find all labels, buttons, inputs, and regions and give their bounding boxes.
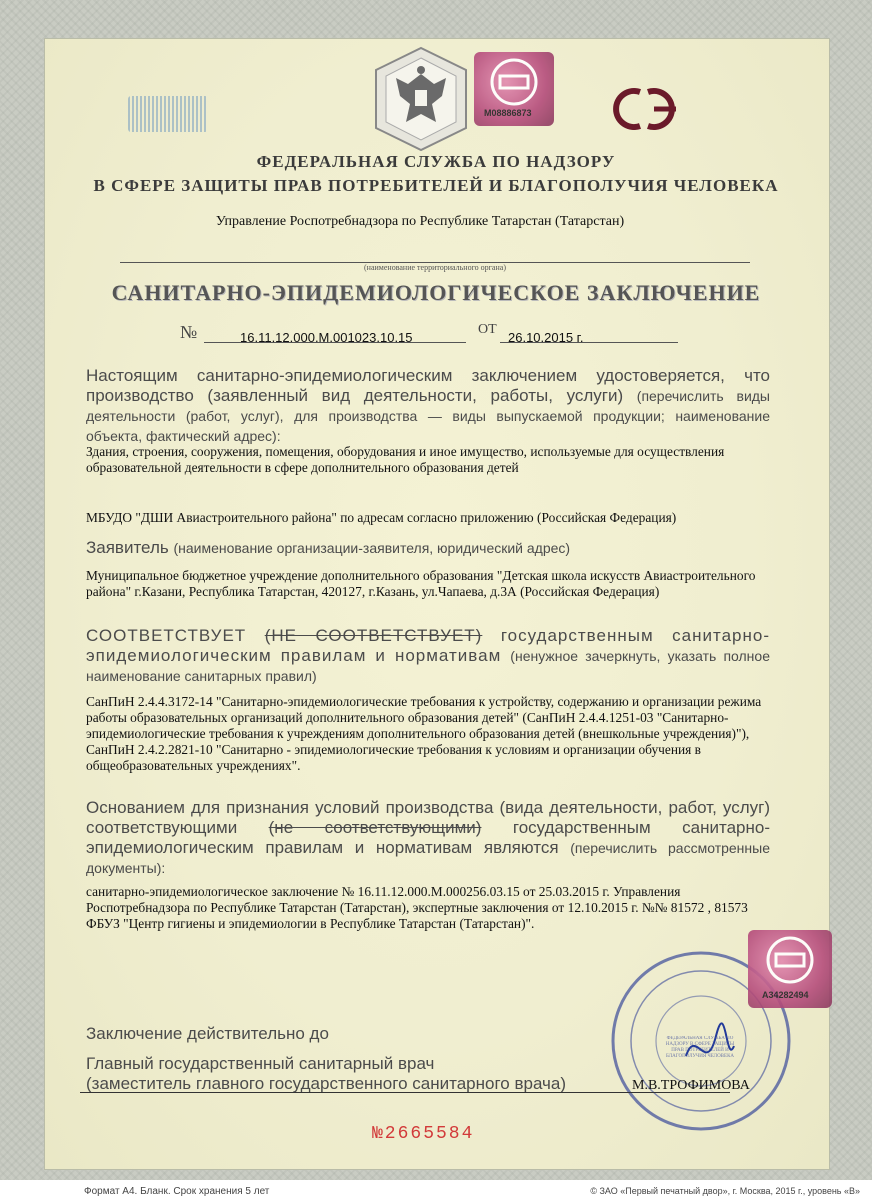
basis-struck: (не соответствующими) (268, 818, 482, 837)
hologram-code-top: М08886873 (484, 108, 532, 118)
hologram-code-bottom: А34282494 (762, 990, 809, 1000)
applicant-hint: (наименование организации-заявителя, юридический адрес) (173, 540, 571, 556)
certifies-hint: (перечислить виды деятельности (работ, услуг), для производства — виды выпускаемой продукции; наименование объекта, фактический адрес): (86, 388, 770, 444)
department-caption: (наименование территориального органа) (364, 263, 506, 272)
footer-left: Формат А4. Бланк. Срок хранения 5 лет (84, 1186, 270, 1197)
basis-lead-2: государственным санитарно-эпидемиологическим правилам и нормативам являются (86, 818, 770, 857)
header-line-2: В СФЕРЕ ЗАЩИТЫ ПРАВ ПОТРЕБИТЕЛЕЙ И БЛАГОПОЛУЧИЯ ЧЕЛОВЕКА (93, 176, 779, 195)
certifies-lead-text: Настоящим санитарно-эпидемиологическим заключением удостоверяется, что производство (заявленный вид деятельности, работы, услуги) (86, 366, 770, 405)
header-line-1: ФЕДЕРАЛЬНАЯ СЛУЖБА ПО НАДЗОРУ (256, 152, 616, 171)
validity-label: Заключение действительно до (86, 1024, 329, 1043)
certified-object: МБУДО "ДШИ Авиастроительного района" по адресам согласно приложению (Российская Федерация) (86, 510, 677, 525)
rst-logo-icon (474, 52, 554, 112)
basis-lead-1: Основанием для признания условий производства (вида деятельности, работ, услуг) соответствующими (86, 798, 770, 837)
certifies-lead (86, 366, 770, 446)
certificate-number: 16.11.12.000.М.001023.10.15 (240, 330, 413, 345)
department-name: Управление Роспотребнадзора по Республике Татарстан (Татарстан) (215, 214, 625, 229)
form-number: №2665584 (372, 1124, 475, 1144)
applicant-label: Заявитель (86, 538, 169, 557)
basis-hint: (перечислить рассмотренные документы): (86, 840, 770, 876)
conformity-rest: государственным санитарно-эпидемиологическим правилам и нормативам (86, 626, 770, 665)
basis-block (86, 798, 770, 878)
conformity-word: СООТВЕТСТВУЕТ (86, 626, 247, 645)
number-label: № (180, 322, 198, 342)
conformity-mark-icon (606, 84, 682, 134)
hologram-sticker-bottom (748, 930, 832, 1008)
rst-logo-icon (748, 930, 832, 990)
applicant-text: Муниципальное бюджетное учреждение дополнительного образования "Детская школа искусств Авиастроительного района" г.Казани, Республика Татарстан, 420127, г.Казань, ул.Чапаева, д.3А (Российская Федерация) (86, 568, 756, 599)
conformity-struck: (НЕ СООТВЕТСТВУЕТ) (264, 626, 483, 645)
hologram-sticker-top (474, 52, 554, 126)
document-title: САНИТАРНО-ЭПИДЕМИОЛОГИЧЕСКОЕ ЗАКЛЮЧЕНИЕ (111, 280, 761, 305)
certifies-text: Здания, строения, сооружения, помещения, оборудования и иное имущество, используемые для осуществления образовательной деятельности в сфере дополнительного образования детей (86, 444, 725, 475)
conformity-block (86, 626, 770, 686)
certificate-date: 26.10.2015 г. (508, 330, 584, 345)
state-emblem-icon (366, 44, 476, 154)
conformity-hint: (ненужное зачеркнуть, указать полное наименование санитарных правил) (86, 648, 770, 684)
basis-text: санитарно-эпидемиологическое заключение № 16.11.12.000.М.000256.03.15 от 25.03.2015 г. Управления Роспотребнадзора по Республике Татарстан (Татарстан), экспертные заключения от 12.10.2015 г. №№ 81572 , 81573 ФБУЗ "Центр гигиены и эпидемиологии в Республике Татарстан (Татарстан)". (86, 884, 748, 931)
seal-ring-text: ФЕДЕРАЛЬНАЯ СЛУЖБА ПО НАДЗОРУ В СФЕРЕ ЗАЩИТЫ ПРАВ ПОТРЕБИТЕЛЕЙ И БЛАГОПОЛУЧИЯ ЧЕЛОВЕКА (665, 1036, 735, 1059)
from-label: ОТ (478, 322, 497, 337)
conformity-text: СанПиН 2.4.4.3172-14 "Санитарно-эпидемиологические требования к устройству, содержанию и организации режима работы образовательных организаций дополнительного образования детей" (СанПиН 2.4.4.1251-03 "Санитарно-эпидемиологические требования к учреждениям дополнительного образования детей (внешкольные учреждения)"), СанПиН 2.4.2.2821-10 "Санитарно - эпидемиологические требования к условиям и организации обучения в общеобразовательных учреждениях". (86, 694, 762, 773)
signatory-name: М.В.ТРОФИМОВА (632, 1078, 750, 1093)
signatory-deputy: (заместитель главного государственного санитарного врача) (86, 1074, 566, 1093)
applicant-block (86, 538, 770, 558)
signatory-role: Главный государственный санитарный врач (86, 1054, 435, 1073)
footer-right: © ЗАО «Первый печатный двор», г. Москва, 2015 г., уровень «В» (590, 1186, 860, 1196)
blue-pattern-mark (128, 96, 208, 132)
